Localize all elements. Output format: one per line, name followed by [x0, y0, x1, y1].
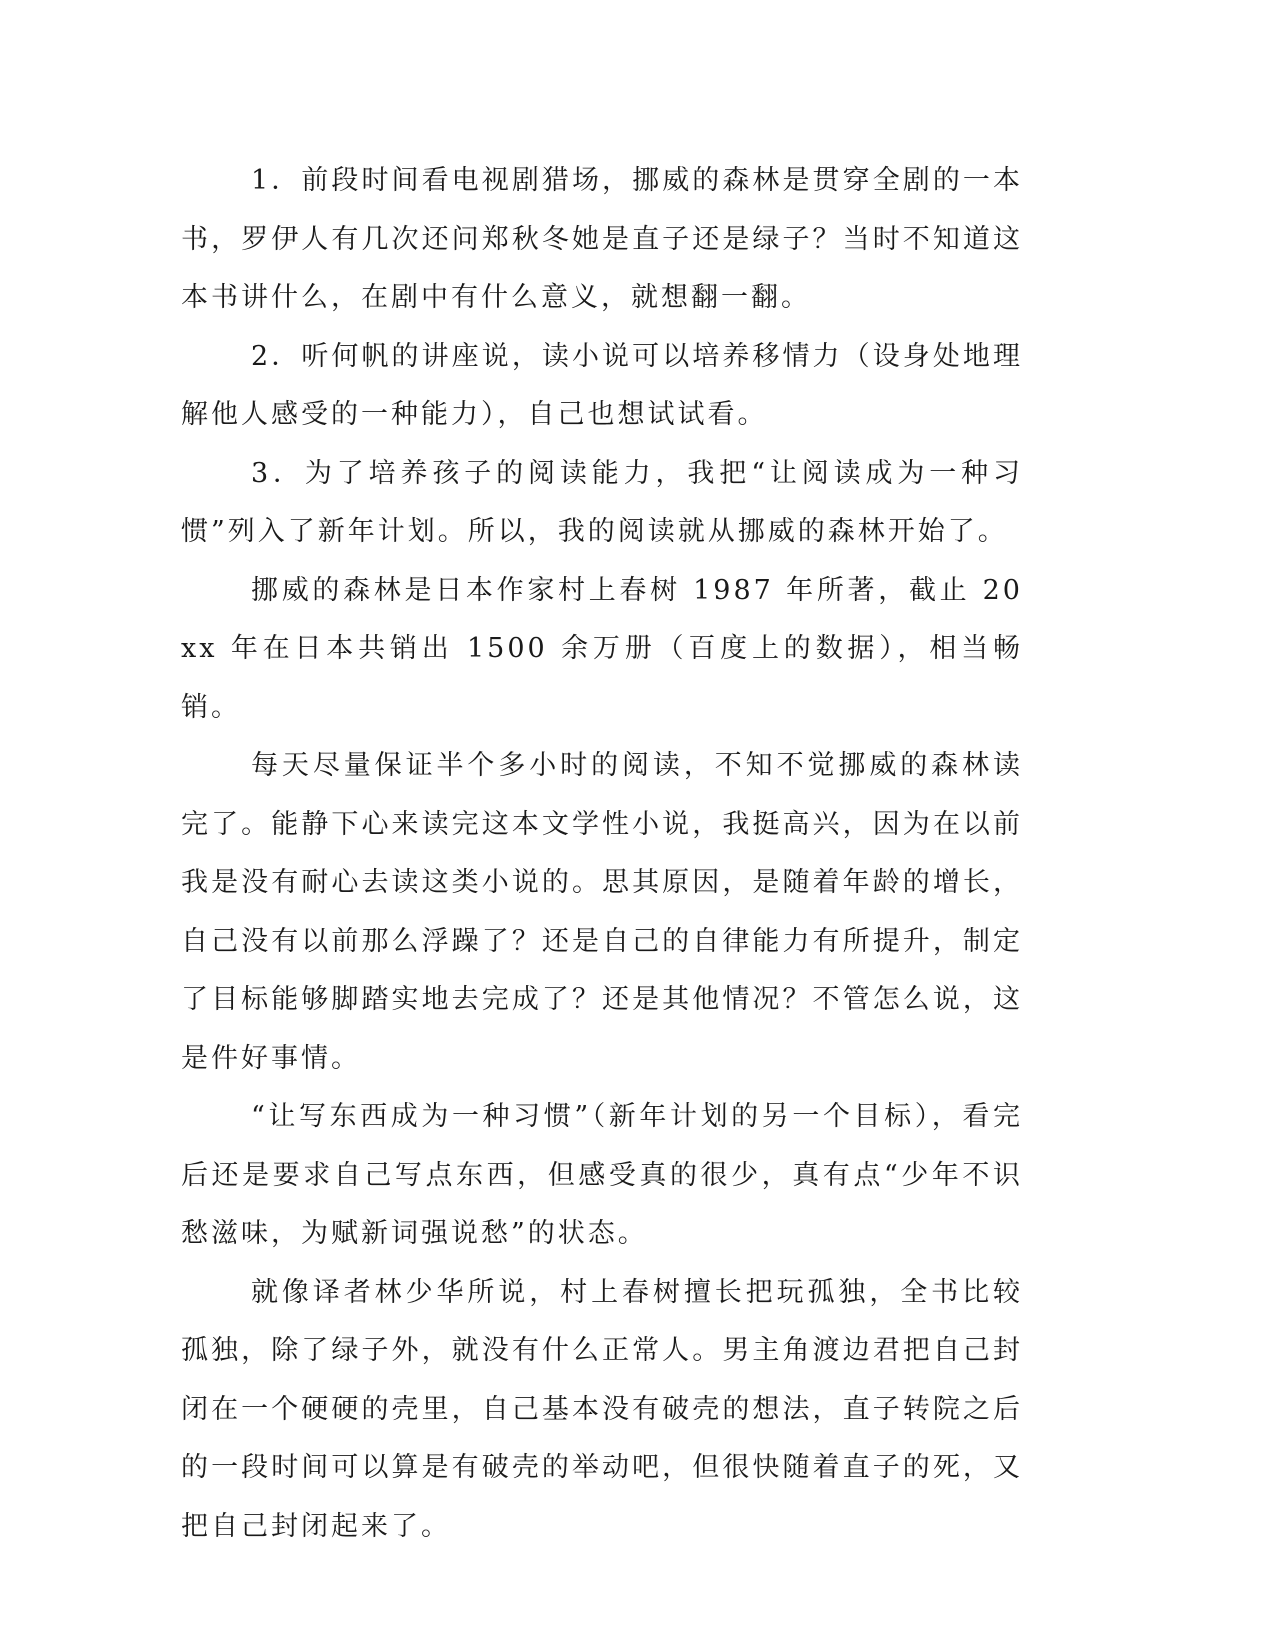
- paragraph-5: 每天尽量保证半个多小时的阅读，不知不觉挪威的森林读完了。能静下心来读完这本文学性小说，我挺高兴，因为在以前我是没有耐心去读这类小说的。思其原因，是随着年龄的增长，自己没有以前那么浮躁了？还是自己的自律能力有所提升，制定了目标能够脚踏实地去完成了？还是其他情况？不管怎么说，这是件好事情。: [181, 750, 1023, 1074]
- document-page: [181, 152, 1023, 1556]
- paragraph-3: 3．为了培养孩子的阅读能力，我把“让阅读成为一种习惯”列入了新年计划。所以，我的阅读就从挪威的森林开始了。: [181, 457, 1023, 547]
- paragraph-4: 挪威的森林是日本作家村上春树 1987 年所著，截止 20xx 年在日本共销出 1500 余万册（百度上的数据），相当畅销。: [181, 574, 1023, 723]
- paragraph-6: “让写东西成为一种习惯”（新年计划的另一个目标），看完后还是要求自己写点东西，但感受真的很少，真有点“少年不识愁滋味，为赋新词强说愁”的状态。: [181, 1101, 1023, 1249]
- paragraph-7: 就像译者林少华所说，村上春树擅长把玩孤独，全书比较孤独，除了绿子外，就没有什么正常人。男主角渡边君把自己封闭在一个硬硬的壳里，自己基本没有破壳的想法，直子转院之后的一段时间可以算是有破壳的举动吧，但很快随着直子的死，又把自己封闭起来了。: [181, 1276, 1023, 1542]
- paragraph-1: 1．前段时间看电视剧猎场，挪威的森林是贯穿全剧的一本书，罗伊人有几次还问郑秋冬她是直子还是绿子？当时不知道这本书讲什么，在剧中有什么意义，就想翻一翻。: [181, 165, 1023, 313]
- paragraph-2: 2．听何帆的讲座说，读小说可以培养移情力（设身处地理解他人感受的一种能力），自己也想试试看。: [181, 340, 1023, 430]
